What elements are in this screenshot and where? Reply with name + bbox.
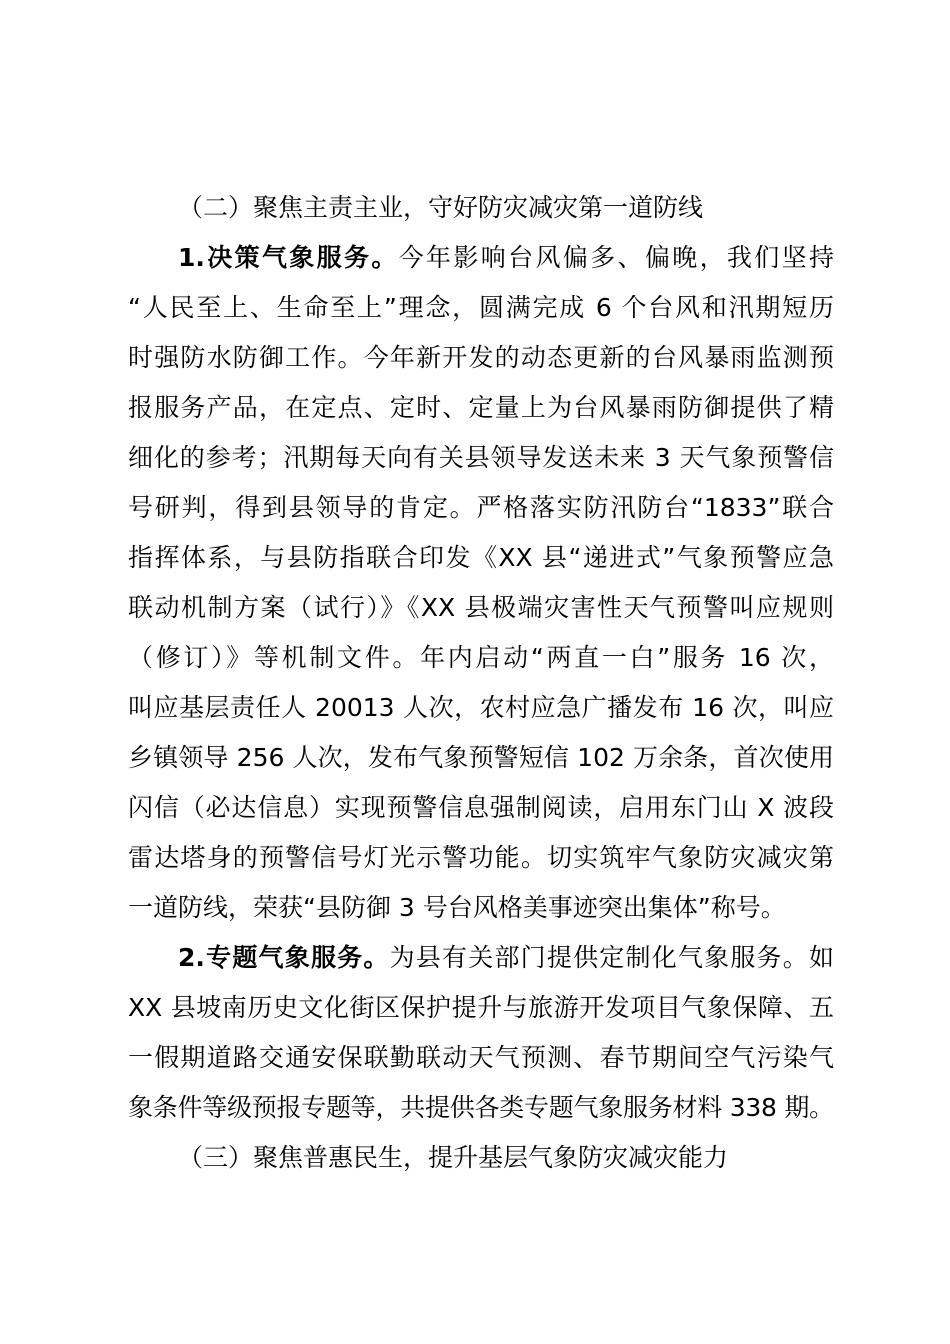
paragraph-line: 联动机制方案（试行）》《XX 县极端灾害性天气预警叫应规则 (128, 593, 834, 622)
paragraph-line: 2.专题气象服务。为县有关部门提供定制化气象服务。如 (178, 943, 834, 972)
paragraph-line: 细化的参考；汛期每天向有关县领导发送未来 3 天气象预警信 (128, 443, 834, 472)
paragraph-line: （修订）》等机制文件。年内启动“两直一白”服务 16 次， (128, 643, 834, 672)
paragraph-line: 报服务产品，在定点、定时、定量上为台风暴雨防御提供了精 (128, 393, 834, 422)
paragraph-decision-service (128, 233, 834, 933)
paragraph-line: 乡镇领导 256 人次，发布气象预警短信 102 万余条，首次使用 (128, 743, 834, 772)
paragraph-line: 叫应基层责任人 20013 人次，农村应急广播发布 16 次，叫应 (128, 693, 834, 722)
section-heading-2: （二）聚焦主责主业，守好防灾减灾第一道防线 (178, 193, 704, 222)
document-page (128, 183, 834, 1183)
paragraph-line: 指挥体系，与县防指联合印发《XX 县“递进式”气象预警应急 (128, 543, 834, 572)
paragraph-line: “人民至上、生命至上”理念，圆满完成 6 个台风和汛期短历 (128, 293, 834, 322)
paragraph-lead-title: 2.专题气象服务。 (178, 943, 390, 972)
paragraph-line: 一假期道路交通安保联勤联动天气预测、春节期间空气污染气 (128, 1043, 834, 1072)
section-heading-3: （三）聚焦普惠民生，提升基层气象防灾减灾能力 (178, 1143, 729, 1172)
paragraph-line: 闪信（必达信息）实现预警信息强制阅读，启用东门山 X 波段 (128, 793, 834, 822)
paragraph-line: 1.决策气象服务。今年影响台风偏多、偏晚，我们坚持 (178, 243, 834, 272)
paragraph-special-service (128, 933, 834, 1133)
paragraph-line: 象条件等级预报专题等，共提供各类专题气象服务材料 338 期。 (128, 1093, 834, 1122)
paragraph-line: 一道防线，荣获“县防御 3 号台风格美事迹突出集体”称号。 (128, 893, 786, 922)
paragraph-line: XX 县坡南历史文化街区保护提升与旅游开发项目气象保障、五 (128, 993, 834, 1022)
paragraph-line: 雷达塔身的预警信号灯光示警功能。切实筑牢气象防灾减灾第 (128, 843, 834, 872)
paragraph-line: 时强防水防御工作。今年新开发的动态更新的台风暴雨监测预 (128, 343, 834, 372)
paragraph-lead-title: 1.决策气象服务。 (178, 243, 399, 272)
paragraph-line: 号研判，得到县领导的肯定。严格落实防汛防台“1833”联合 (128, 493, 834, 522)
